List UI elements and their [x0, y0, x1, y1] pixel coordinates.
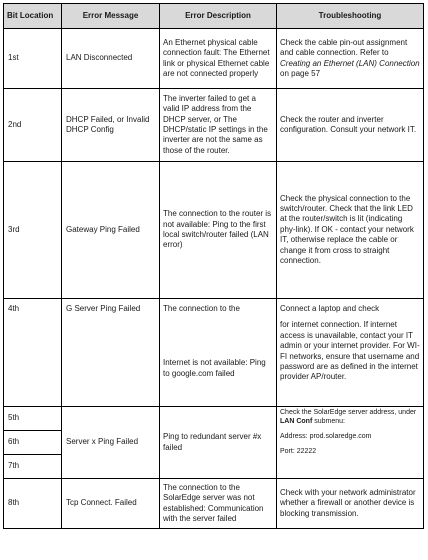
bit-location-cell: 8th	[4, 479, 62, 529]
error-message-cell: Server x Ping Failed	[62, 407, 160, 479]
bit-location-cell: 4th	[4, 299, 62, 407]
description-text: The connection to the	[163, 304, 240, 313]
bit-location-cell: 6th	[4, 431, 62, 455]
error-message-cell: G Server Ping Failed	[62, 299, 160, 407]
lan-conf-label: LAN Conf	[280, 418, 313, 425]
table-row	[4, 29, 424, 89]
header-error-message: Error Message	[62, 4, 160, 29]
error-description-cell: The connection to the router is not available: Ping to the first local switch/router failed (LAN error)	[160, 162, 277, 299]
error-message-cell: DHCP Failed, or Invalid DHCP Config	[62, 89, 160, 162]
cross-reference-link[interactable]: Creating an Ethernet (LAN) Connection	[280, 58, 420, 68]
bit-location-cell: 2nd	[4, 89, 62, 162]
bit-location-cell: 7th	[4, 455, 62, 479]
error-message-cell: Tcp Connect. Failed	[62, 479, 160, 529]
bit-location-cell: 3rd	[4, 162, 62, 299]
error-message-cell: LAN Disconnected	[62, 29, 160, 89]
table-row	[4, 162, 424, 299]
error-description-cell: Ping to redundant server #x failed	[160, 407, 277, 479]
troubleshooting-cell: Check with your network administrator whether a firewall or another device is blocking transmission.	[277, 479, 424, 529]
description-text: Internet is not available: Ping to google.com failed	[163, 358, 266, 378]
header-error-description: Error Description	[160, 4, 277, 29]
troubleshooting-text: on page 57	[280, 68, 321, 78]
server-address: Address: prod.solaredge.com	[280, 433, 372, 440]
table-row	[4, 479, 424, 529]
header-bit-location: Bit Location	[4, 4, 62, 29]
bit-location-cell: 1st	[4, 29, 62, 89]
server-port: Port: 22222	[280, 448, 317, 455]
table-row	[4, 299, 424, 407]
error-description-cell	[160, 299, 277, 407]
table-row	[4, 407, 424, 431]
table-row	[4, 89, 424, 162]
error-description-cell: An Ethernet physical cable connection fault: The Ethernet link or physical Ethernet cable are not connected properly	[160, 29, 277, 89]
troubleshooting-text: Check the cable pin-out assignment and cable connection. Refer to	[280, 37, 408, 58]
bit-location-cell: 5th	[4, 407, 62, 431]
troubleshooting-text: Connect a laptop and check	[280, 304, 380, 313]
troubleshooting-cell: Check the physical connection to the switch/router. Check that the link LED at the router/switch is lit (indicating phy-link). If OK - contact your network IT, otherwise replace the cable or change it from cross to straight connection.	[277, 162, 424, 299]
troubleshooting-cell	[277, 29, 424, 89]
error-description-cell: The connection to the SolarEdge server was not established: Communication with the server failed	[160, 479, 277, 529]
header-row	[4, 4, 424, 29]
troubleshooting-text: Check the SolarEdge server address, under	[280, 409, 417, 416]
error-message-cell: Gateway Ping Failed	[62, 162, 160, 299]
troubleshooting-cell	[277, 407, 424, 479]
troubleshooting-text: for internet connection. If internet access is unavailable, contact your IT admin or your internet provider. For WI-FI networks, ensure that username and password are as defined in the internet provider AP/router.	[280, 320, 420, 382]
troubleshooting-cell	[277, 299, 424, 407]
error-table	[3, 3, 424, 529]
troubleshooting-text: submenu:	[312, 418, 345, 425]
header-troubleshooting: Troubleshooting	[277, 4, 424, 29]
troubleshooting-cell: Check the router and inverter configuration. Consult your network IT.	[277, 89, 424, 162]
error-description-cell: The inverter failed to get a valid IP address from the DHCP server, or The DHCP/static IP settings in the inverter are not the same as those of the router.	[160, 89, 277, 162]
